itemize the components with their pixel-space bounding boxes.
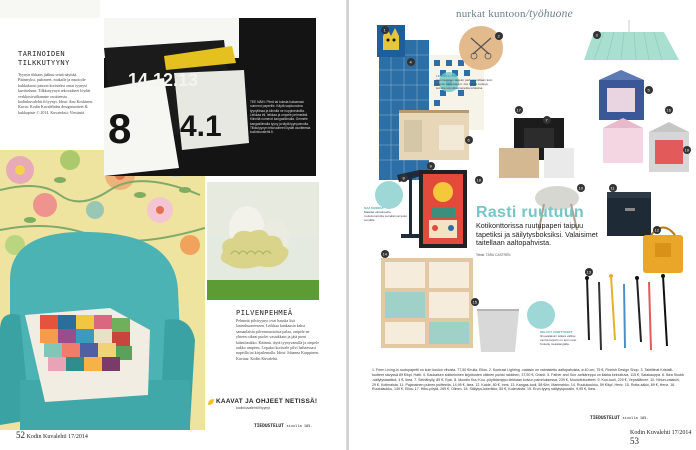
inquiries-label-right: TIEDUSTELUT (590, 416, 620, 421)
badge-14: 14 (382, 251, 387, 257)
tip-bubble-3 (540, 330, 584, 346)
folk-art-poster (419, 170, 467, 248)
badge-3: 3 (595, 32, 598, 38)
call-to-action: KAAVAT JA OHJEET NETISSÄ! (216, 398, 318, 405)
tip-bubble-2 (364, 206, 410, 222)
section-header-plain: nurkat kuntoon (456, 8, 526, 20)
shelf-unit (399, 110, 469, 160)
badge-10: 10 (578, 185, 583, 191)
article-subheadline: Kotikonttorissa ruutupaperi taipuu tapetiksi ja säilytysboksiksi. Valaisimet taitellaan aaltopahvista. (476, 221, 598, 248)
tip-bubble-1-head: LEIKKAA ITSE (436, 74, 458, 78)
section-title (18, 50, 98, 68)
wall-clock (459, 26, 503, 70)
tip-bubble-2-head: SAA NOKKIA (364, 206, 384, 210)
inquiries-right (590, 416, 649, 421)
inquiries-label: TIEDUSTELUT (254, 424, 284, 429)
pendant-lamp (584, 20, 679, 60)
folio-left (16, 430, 88, 440)
badge-11: 11 (610, 185, 615, 191)
desk-lamp (397, 170, 421, 238)
basket (477, 310, 519, 352)
badge-2: 2 (497, 33, 500, 39)
cloud-pillow-text: Pehmeät pilvityynyt ovat hauska lisä lastenhuoneeseen. Leikkaa kankaasta kaksi samanlaista pilvenmuotoista palaa, ompele ne yhteen oikeat puolet vastakkain ja jätä pieni kääntöaukko. Käännä, täytä tyynyvanulla ja ompele aukko umpeen. Lopuksi koristele pilvi halutessasi napeilla tai kirjailemalla. Ideat: Johanna Karppinen. Kuvaus: Kodin Kuvalehti. (236, 318, 319, 361)
article-credit: Teksti: TARU CASTRÉN (476, 253, 511, 257)
decorative-pins (585, 274, 667, 350)
article-headline: Rasti ruutuun (476, 204, 584, 221)
cloud-pillow-photo (207, 182, 319, 300)
tip-bubble-1 (436, 74, 494, 90)
page-number: 52 (16, 430, 25, 440)
product-collage (349, 20, 696, 360)
pillow-number-1: 14.12.13 (128, 70, 199, 90)
tip-bubble-1-text: Geometrinen tapetin parhaimmillaan kuin kaunis ruutupaperi. Jos haluat ruutuja, kokeile kiinnittää tapettia lohkoina. (436, 78, 493, 91)
badge-4: 4 (409, 59, 412, 65)
badge-16: 16 (666, 107, 671, 113)
floral-wallpaper-top (0, 0, 100, 18)
badge-7: 7 (545, 117, 548, 123)
cloud-pillow-title: PILVENPEHMEÄ (236, 309, 293, 317)
pillow-caption: TEE NÄIN: Piirrä tai tulosta haluamasi numerot paperille. Käytä sapluunoina tyynyliinaa ja kiinnitä ne nuppineuloilla. Leikkaa irti, leikkaa ja ompele pehmeästi. Kiinnitä numerot kangasliimalla. Ommele kangasliimalla tyyny ja täytä tyynyvanulla. Tilkkutyynyn tekovaiheet löydät osoitteesta kodinkuvalehti.fi. (250, 100, 311, 135)
product-listing: 1. Ferm Living-in ruutupapetti on kuin koulun vihosta. 77,50 €/rulla, Ellos. 2. Kontrast Lighting -valaisin on valmistettu aaltopahvista, ø 40 cm, 75 €, Finnish Design Shop. 3. Tahtiliinat Kristalli-tuotteet sävyssä 89 €/kpl, Hatti. 4. Kaukaisen sokkeloinen kirjoitusten välinen purkki rakkinen, 37,90 €, Granit. 5. Father and Son -selkäreppu on ilakka keinottuva, 115 €, Salakauppa. 6. Ikea Skubb -säilytyslaatikot, 4 €, Ikea. 7. Seinähylly, 89 €, Epic. 8. Moodin Kuu Kuu -pöytälamppu kirkkaan koivun palveluksessa, 239 €, Muotoilutuotteet. 9. Kuu-tuoli, 229 €, Vepsäläinen. 10. Ninun-valaisin, 29 €, Kotimaista. 11. Pajanainen puinen puitteella, 14,95 €, Ikea. 12. Kaide, 80 €, Inmi. 13. Kangas-tuoli, 58 €/m, Marimekko. 14. Ruutukoukku, 59 €/kpl, Heriz. 15. Rotta-säkki, 89 €, Heriz. 16. Ruutulaukku, 149 €, Ellos. 17. Hibu-pöytä, 269 €, Olimm. 18. Säilytys-lokerikko, 55 €, Kotimaista. 19. Eron-tyyny säilytyspussiin, 9,95 €, Ikea. (372, 368, 684, 392)
badge-8: 8 (402, 175, 405, 181)
folio-magazine: Kodin Kuvalehti 17/2014 (26, 434, 88, 440)
tip-bubble-2-text: Maalaa väriaineella ruutukuviointia seinään tai koko seinälle. (364, 210, 408, 223)
inquiries-page: sivulla 105. (286, 424, 313, 428)
badge-1: 1 (383, 27, 386, 33)
section-title-line2: TILKKUTYYNY (18, 59, 70, 68)
folio-right (630, 430, 696, 446)
storage-boxes (499, 118, 574, 178)
pillow-number-3: 4.1 (180, 110, 222, 143)
badge-12: 12 (654, 227, 659, 233)
teal-armchair-photo (0, 220, 205, 430)
call-to-action-url[interactable]: kodinkuvalehti.fi/tyynyt (236, 406, 270, 410)
badge-17: 17 (516, 107, 521, 113)
left-page (0, 0, 347, 450)
black-storage-box (607, 192, 651, 236)
inquiries-left (254, 424, 313, 429)
badge-6: 6 (467, 137, 470, 143)
inquiries-page-right: sivulla 105. (622, 416, 649, 420)
badge-13: 13 (586, 269, 591, 275)
section-header-script: /työhuone (525, 8, 573, 20)
badge-18: 18 (476, 177, 481, 183)
badge-5: 5 (647, 87, 650, 93)
pillow-number-2: 8 (108, 105, 132, 152)
badge-9: 9 (429, 163, 432, 169)
section-header (456, 8, 573, 20)
intro-text: Tyynyn tikkaus jääkuu seinä näyttää. Päärmyksi, päärmeet, mukaile ja muotoile kukkakuosi pinoon koristeksi omat tyynysi kuvitteluun. Tilkkutyynyn tekovaiheet löydät verkkosivuiltamme osoitteesta kodinkuvalehti.fi/tyynyt. Ideat: Anu Koskinen. Kuvat: Kodin Kuvalehden designtuotteet & kukkapiste © 2014. Kuvateksti: Viestintä. (18, 72, 93, 115)
geometric-boxes (599, 70, 689, 172)
wooden-shelf (381, 258, 473, 348)
folio-magazine-right: Kodin Kuvalehti 17/2014 (630, 430, 692, 436)
number-pillows-photo (104, 18, 316, 176)
badge-15: 15 (472, 299, 477, 305)
tip-bubble-3-head: SELVÄT VÄRITYKSET (540, 330, 573, 334)
badge-19: 19 (684, 147, 689, 153)
section-title-line1: TARINOIDEN (18, 50, 66, 58)
tip-bubble-3-text: Ilmavalaisin/ lelkeä valitse vanha tarjotin on kuin uusi. Kokeile rautalangalla. (540, 334, 577, 347)
page-number-right: 53 (630, 436, 639, 446)
leaf-icon (207, 398, 215, 406)
